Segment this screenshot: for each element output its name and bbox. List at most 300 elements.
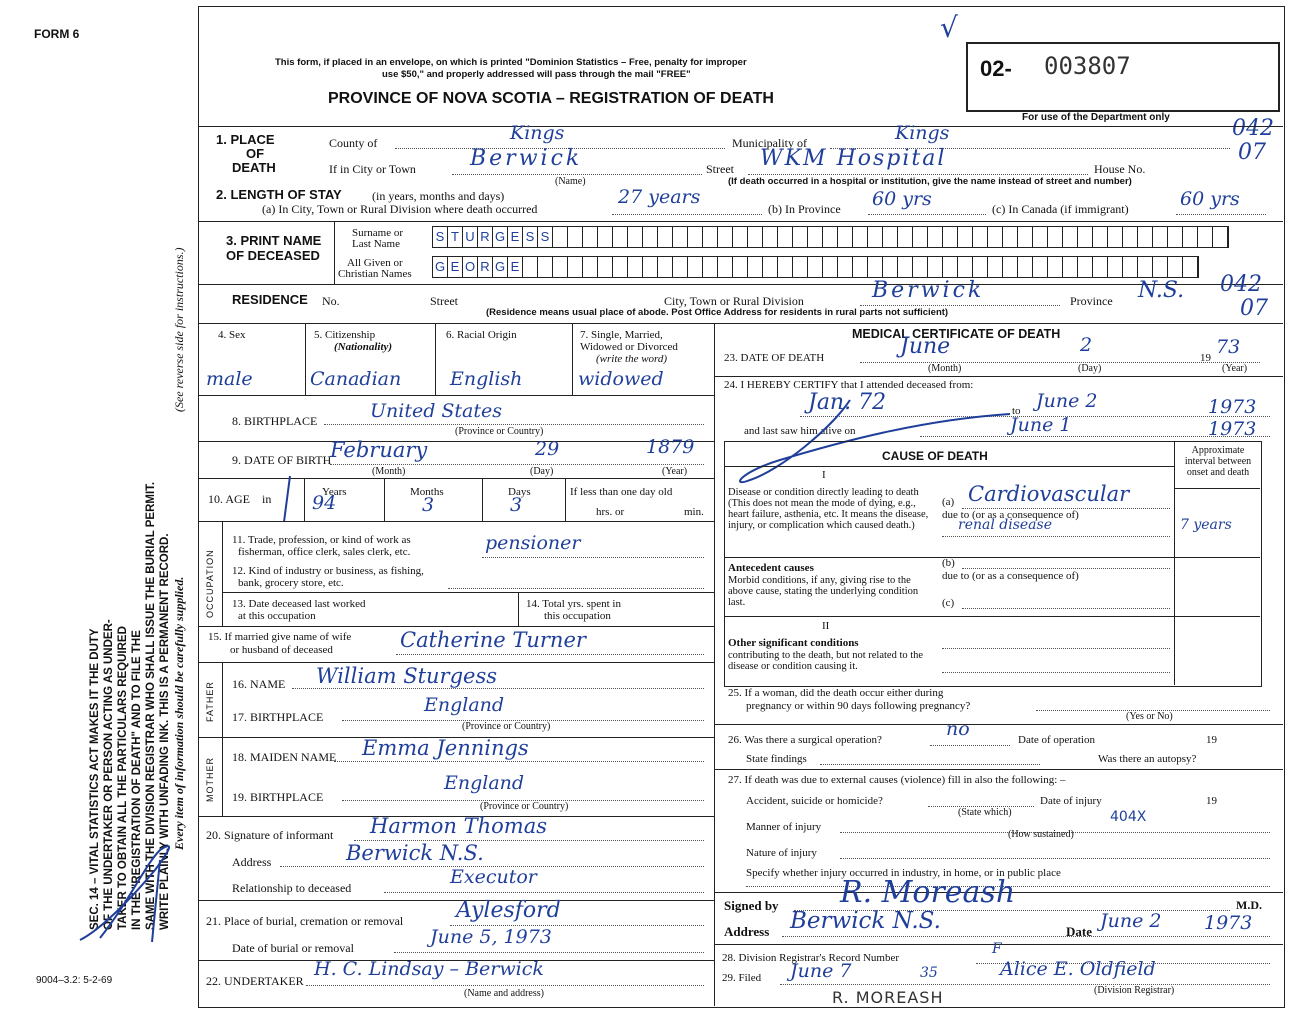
surname-letter-cell xyxy=(1003,227,1018,247)
surname-letter-cell xyxy=(1183,227,1198,247)
surname-letter-cell xyxy=(943,227,958,247)
surname-letter-cell xyxy=(1018,227,1033,247)
given-letter-cell xyxy=(1093,257,1108,277)
surname-letter-cell xyxy=(1198,227,1213,247)
surname-letter-cell xyxy=(913,227,928,247)
dept-code: 07 xyxy=(1238,140,1266,165)
total-years-label: this occupation xyxy=(544,610,611,622)
stay-units: (in years, months and days) xyxy=(372,189,505,203)
given-letter-cell xyxy=(958,257,973,277)
residence-label: RESIDENCE xyxy=(232,292,308,307)
dod-month-sub: (Month) xyxy=(928,363,962,374)
racial-label: 6. Racial Origin xyxy=(446,329,517,341)
surname-letter-cell xyxy=(643,227,658,247)
last-worked-label: at this occupation xyxy=(238,610,316,622)
surname-letter-cell: S xyxy=(523,227,538,247)
injury-year-prefix: 19 xyxy=(1206,795,1217,807)
birthplace-value: United States xyxy=(370,400,503,422)
given-letter-cell xyxy=(913,257,928,277)
stay-c-value: 60 yrs xyxy=(1180,188,1240,210)
given-letter-cell xyxy=(988,257,1003,277)
physician-address: Berwick N.S. xyxy=(790,908,941,934)
findings-label: State findings xyxy=(746,753,807,765)
burial-place: Aylesford xyxy=(456,898,561,923)
surname-letter-cell xyxy=(928,227,943,247)
physician-address-label: Address xyxy=(724,924,770,939)
month-sub: (Month) xyxy=(372,466,406,477)
residence-street-label: Street xyxy=(430,294,458,308)
interval-a: 7 years xyxy=(1180,517,1232,533)
hospital-note: (If death occurred in a hospital or institution, give the name instead of street and number) xyxy=(728,176,1132,187)
accident-label: Accident, suicide or homicide? xyxy=(746,795,883,807)
age-days: 3 xyxy=(510,494,523,516)
age-months: 3 xyxy=(422,494,435,516)
stay-b-label: (b) In Province xyxy=(768,202,841,216)
given-letter-cell xyxy=(1033,257,1048,277)
signed-label: Signed by xyxy=(724,898,779,913)
given-letter-cell xyxy=(1003,257,1018,277)
birthplace-label: 8. BIRTHPLACE xyxy=(232,414,318,428)
given-letter-cell: G xyxy=(433,257,448,277)
dod-day: 2 xyxy=(1080,334,1093,356)
operation-date-label: Date of operation xyxy=(1018,734,1095,746)
surname-letter-cell xyxy=(673,227,688,247)
months-label: Months xyxy=(410,486,444,498)
surname-letter-cell xyxy=(748,227,763,247)
registration-number: 003807 xyxy=(1044,52,1131,80)
sidebar-text: SEC. 14 – VITAL STATISTICS ACT MAKES IT THE DUTY xyxy=(89,628,101,930)
surname-letter-cell: T xyxy=(448,227,463,247)
surname-letter-cell xyxy=(838,227,853,247)
dod-month: June xyxy=(900,334,951,359)
surname-letter-cell xyxy=(718,227,733,247)
filed-number: 35 xyxy=(920,965,938,981)
surgical-label: 26. Was there a surgical operation? xyxy=(728,734,882,746)
dod-day-sub: (Day) xyxy=(1078,363,1102,374)
given-letter-cell xyxy=(808,257,823,277)
deceased-label: OF DECEASED xyxy=(226,248,320,263)
attend-to-year: 1973 xyxy=(1208,396,1257,418)
surname-letter-cell xyxy=(553,227,568,247)
physician-date: June 2 xyxy=(1100,910,1162,932)
given-letter-cell xyxy=(748,257,763,277)
due-to-2: due to (or as a consequence of) xyxy=(942,570,1079,582)
given-name-cells xyxy=(432,256,1199,278)
given-letter-cell xyxy=(883,257,898,277)
other-label: contributing to the death, but not related to the disease or condition causing it. xyxy=(728,650,924,673)
surname-letter-cell xyxy=(868,227,883,247)
sidebar-text: WRITE PLAINLY WITH UNFADING INK. THIS IS A PERMANENT RECORD. xyxy=(159,533,171,930)
birthplace-sub: (Province or Country) xyxy=(455,426,544,437)
citizenship-value: Canadian xyxy=(310,368,402,390)
hrs-label: hrs. or xyxy=(596,506,625,518)
woman-label: 25. If a woman, did the death occur either during xyxy=(728,687,944,699)
undertaker-sub: (Name and address) xyxy=(464,988,544,999)
given-letter-cell xyxy=(943,257,958,277)
father-birthplace-sub: (Province or Country) xyxy=(462,721,551,732)
dept-code: 042 xyxy=(1232,116,1274,141)
burial-label: 21. Place of burial, cremation or removal xyxy=(206,914,404,928)
registration-prefix: 02- xyxy=(980,56,1012,81)
medical-title: MEDICAL CERTIFICATE OF DEATH xyxy=(852,327,1061,341)
instruction-text: (See reverse side for instructions.) xyxy=(172,247,186,412)
given-letter-cell: E xyxy=(448,257,463,277)
age-in: in xyxy=(262,492,272,506)
street-value: WKM Hospital xyxy=(760,146,947,171)
cause-a-label: (a) xyxy=(942,496,955,508)
surname-letter-cell xyxy=(793,227,808,247)
marital-value: widowed xyxy=(578,368,664,390)
given-letter-cell xyxy=(658,257,673,277)
given-letter-cell xyxy=(583,257,598,277)
check-mark: √ xyxy=(940,11,958,44)
surname-letter-cell xyxy=(1063,227,1078,247)
manner-label: Manner of injury xyxy=(746,821,822,833)
last-seen-year: 1973 xyxy=(1208,418,1257,440)
name-caption: (Name) xyxy=(555,176,586,187)
sidebar-text: SAME WITH THE DIVISION REGISTRAR WHO SHALL ISSUE THE BURIAL PERMIT. xyxy=(145,481,157,930)
given-label: All Given or xyxy=(347,257,403,269)
surname-letter-cell xyxy=(628,227,643,247)
surname-letter-cell xyxy=(778,227,793,247)
cause-title: CAUSE OF DEATH xyxy=(882,449,988,463)
sidebar-text: OF THE UNDERTAKER OR PERSON ACTING AS UNDER- xyxy=(103,619,115,930)
given-letter-cell xyxy=(793,257,808,277)
sex-value: male xyxy=(206,368,253,390)
printed-physician-name: R. MOREASH xyxy=(832,988,944,1007)
city-label: If in City or Town xyxy=(329,162,416,176)
md-label: M.D. xyxy=(1236,898,1262,912)
attend-label: 24. I HEREBY CERTIFY that I attended deceased from: xyxy=(724,379,974,391)
dod-year-prefix: 19 xyxy=(1200,352,1211,364)
dob-label: 9. DATE OF BIRTH xyxy=(232,453,332,467)
racial-value: English xyxy=(450,368,523,390)
given-letter-cell xyxy=(718,257,733,277)
pen-mark xyxy=(272,474,302,526)
pen-scribble xyxy=(60,820,210,960)
given-letter-cell xyxy=(568,257,583,277)
street-label: Street xyxy=(706,162,734,176)
autopsy-label: Was there an autopsy? xyxy=(1098,753,1197,765)
place-label: 1. PLACE xyxy=(216,132,275,147)
spouse-label: 15. If married give name of wife xyxy=(208,631,352,643)
given-letter-cell xyxy=(1183,257,1198,277)
surname-letter-cell: U xyxy=(463,227,478,247)
record-mark: F xyxy=(992,941,1002,957)
surname-letter-cell xyxy=(1093,227,1108,247)
given-letter-cell xyxy=(733,257,748,277)
woman-label: pregnancy or within 90 days following pregnancy? xyxy=(746,700,971,712)
place-label: OF xyxy=(246,146,265,161)
father-birthplace: England xyxy=(424,694,505,716)
cause-code: 404X xyxy=(1110,809,1147,825)
informant-address: Berwick N.S. xyxy=(346,841,484,865)
physician-date-year: 1973 xyxy=(1204,912,1253,934)
dept-code: 042 xyxy=(1220,272,1262,297)
given-letter-cell xyxy=(823,257,838,277)
total-years-label: 14. Total yrs. spent in xyxy=(526,598,621,610)
surname-letter-cell xyxy=(703,227,718,247)
house-label: House No. xyxy=(1094,162,1146,176)
marital-label: 7. Single, Married, xyxy=(580,329,663,341)
relationship-label: Relationship to deceased xyxy=(232,881,352,895)
surname-letter-cell xyxy=(973,227,988,247)
surname-letter-cell xyxy=(1138,227,1153,247)
surname-letter-cell xyxy=(808,227,823,247)
interval-label: Approximate interval between onset and death xyxy=(1184,445,1252,478)
dept-code: 07 xyxy=(1240,296,1268,321)
citizenship-label: 5. Citizenship xyxy=(314,329,376,341)
place-label: DEATH xyxy=(232,160,276,175)
days-label: Days xyxy=(508,486,531,498)
external-label: 27. If death was due to external causes (violence) fill in also the following: – xyxy=(728,774,1066,786)
dod-label: 23. DATE OF DEATH xyxy=(724,352,825,364)
given-letter-cell xyxy=(703,257,718,277)
father-name-label: 16. NAME xyxy=(232,677,286,691)
form-code: 9004–3.2: 5-2-69 xyxy=(36,975,113,986)
surname-letter-cell xyxy=(598,227,613,247)
registrar-signature: Alice E. Oldfield xyxy=(1000,958,1156,980)
undertaker-value: H. C. Lindsay – Berwick xyxy=(314,958,544,980)
how-sustained-sub: (How sustained) xyxy=(1008,829,1074,840)
given-letter-cell xyxy=(838,257,853,277)
surname-letter-cell xyxy=(988,227,1003,247)
sex-label: 4. Sex xyxy=(218,329,246,341)
surname-letter-cell: G xyxy=(493,227,508,247)
surname-letter-cell xyxy=(1213,227,1228,247)
nature-label: Nature of injury xyxy=(746,847,817,859)
other-title: Other significant conditions xyxy=(728,637,859,649)
undertaker-label: 22. UNDERTAKER xyxy=(206,974,304,988)
form-number: FORM 6 xyxy=(34,27,80,41)
deceased-label: 3. PRINT NAME xyxy=(226,233,322,248)
last-seen-label: and last saw him alive on xyxy=(744,425,856,437)
surname-letter-cell xyxy=(898,227,913,247)
years-label: Years xyxy=(322,486,347,498)
given-letter-cell xyxy=(1018,257,1033,277)
trade-label: fisherman, office clerk, sales clerk, etc. xyxy=(238,546,411,558)
given-letter-cell xyxy=(763,257,778,277)
last-worked-label: 13. Date deceased last worked xyxy=(232,598,366,610)
given-letter-cell xyxy=(1138,257,1153,277)
department-use: For use of the Department only xyxy=(1022,112,1170,123)
given-letter-cell xyxy=(1063,257,1078,277)
surname-letter-cell xyxy=(1108,227,1123,247)
surname-label: Surname or xyxy=(352,227,404,239)
yes-no-sub: (Yes or No) xyxy=(1126,711,1173,722)
given-label: Christian Names xyxy=(338,268,412,280)
surname-label: Last Name xyxy=(352,238,400,250)
antecedent-label: Morbid conditions, if any, giving rise to the above cause, stating the underlying condition last. xyxy=(728,575,919,609)
surname-letter-cell xyxy=(688,227,703,247)
father-birthplace-label: 17. BIRTHPLACE xyxy=(232,710,324,724)
relationship-value: Executor xyxy=(450,866,537,888)
given-letter-cell xyxy=(553,257,568,277)
father-name: William Sturgess xyxy=(316,664,498,688)
given-letter-cell xyxy=(643,257,658,277)
given-letter-cell: R xyxy=(478,257,493,277)
surname-letter-cell xyxy=(733,227,748,247)
county-label: County of xyxy=(329,136,378,150)
given-letter-cell xyxy=(538,257,553,277)
surname-letter-cell xyxy=(658,227,673,247)
residence-province-label: Province xyxy=(1070,294,1113,308)
given-letter-cell xyxy=(523,257,538,277)
county-value: Kings xyxy=(510,122,565,144)
surname-letter-cell xyxy=(853,227,868,247)
industry-label: 12. Kind of industry or business, as fishing, xyxy=(232,565,424,577)
form-title: PROVINCE OF NOVA SCOTIA – REGISTRATION OF DEATH xyxy=(328,90,774,107)
attend-to-label: to xyxy=(1012,405,1021,417)
city-value: Berwick xyxy=(470,146,583,171)
informant-address-label: Address xyxy=(232,855,272,869)
given-letter-cell xyxy=(853,257,868,277)
informant-signature: Harmon Thomas xyxy=(370,814,548,838)
registrar-sub: (Division Registrar) xyxy=(1094,985,1175,996)
dod-year: 73 xyxy=(1216,336,1241,358)
father-side-label: FATHER xyxy=(205,681,215,722)
given-letter-cell: E xyxy=(508,257,523,277)
dob-day: 29 xyxy=(535,438,560,460)
injury-date-label: Date of injury xyxy=(1040,795,1102,807)
physician-date-label: Date xyxy=(1066,924,1092,939)
day-sub: (Day) xyxy=(530,466,554,477)
postal-notice: This form, if placed in an envelope, on which is printed "Dominion Statistics – Free, penalty for improper xyxy=(275,57,747,68)
op-year-prefix: 19 xyxy=(1206,734,1217,746)
instruction-text: Every item of information should be carefully supplied. xyxy=(172,576,186,850)
surname-letter-cell xyxy=(883,227,898,247)
given-letter-cell xyxy=(1048,257,1063,277)
part-two: II xyxy=(822,620,830,632)
given-letter-cell xyxy=(1168,257,1183,277)
surname-letter-cell: E xyxy=(508,227,523,247)
postal-notice-2: use $50," and properly addressed will pass through the mail "FREE" xyxy=(382,69,691,80)
surname-letter-cell xyxy=(1153,227,1168,247)
municipality-label: Municipality of xyxy=(732,136,807,150)
surname-letter-cell: R xyxy=(478,227,493,247)
filed-label: 29. Filed xyxy=(722,972,762,984)
cause-a2: renal disease xyxy=(958,517,1052,533)
residence-no-label: No. xyxy=(322,294,340,308)
residence-city-label: City, Town or Rural Division xyxy=(664,294,804,308)
marital-sub: (write the word) xyxy=(596,353,668,365)
min-label: min. xyxy=(684,506,704,518)
mother-maiden: Emma Jennings xyxy=(362,736,529,760)
disease-label: Disease or condition directly leading to death (This does not mean the mode of dying, e.g., heart failure, asthenia, etc. It means the disease, injury, or complication which caused death.) xyxy=(728,487,929,532)
dob-month: February xyxy=(330,438,428,462)
burial-date: June 5, 1973 xyxy=(430,926,552,948)
mother-birthplace-sub: (Province or Country) xyxy=(480,801,569,812)
surname-letter-cell xyxy=(1033,227,1048,247)
surname-letter-cell xyxy=(1078,227,1093,247)
state-which-sub: (State which) xyxy=(958,807,1012,818)
spouse-value: Catherine Turner xyxy=(400,628,586,652)
marital-label: Widowed or Divorced xyxy=(580,341,678,353)
mother-maiden-label: 18. MAIDEN NAME xyxy=(232,750,337,764)
given-letter-cell xyxy=(613,257,628,277)
given-letter-cell xyxy=(898,257,913,277)
surname-letter-cell xyxy=(763,227,778,247)
mother-birthplace-label: 19. BIRTHPLACE xyxy=(232,790,324,804)
industry-label: bank, grocery store, etc. xyxy=(238,577,344,589)
stay-a-label: (a) In City, Town or Rural Division where death occurred xyxy=(262,202,538,216)
cause-c-label: (c) xyxy=(942,597,955,609)
surname-letter-cell: S xyxy=(538,227,553,247)
surname-letter-cell xyxy=(613,227,628,247)
due-to-1: due to (or as a consequence of) xyxy=(942,509,1079,521)
sidebar-text: IN THE "REGISTRATION OF DEATH" AND TO FILE THE xyxy=(131,630,143,930)
surname-letter-cell xyxy=(1168,227,1183,247)
informant-label: 20. Signature of informant xyxy=(206,828,334,842)
given-letter-cell xyxy=(868,257,883,277)
surname-letter-cell xyxy=(583,227,598,247)
given-letter-cell: O xyxy=(463,257,478,277)
surgical-value: no xyxy=(946,718,970,740)
occupation-side-label: OCCUPATION xyxy=(205,549,215,618)
given-letter-cell xyxy=(778,257,793,277)
record-label: 28. Division Registrar's Record Number xyxy=(722,952,900,964)
surname-letter-cell xyxy=(823,227,838,247)
residence-city: Berwick xyxy=(872,278,985,303)
cause-b-label: (b) xyxy=(942,557,955,569)
stay-a-value: 27 years xyxy=(618,186,701,208)
given-letter-cell xyxy=(928,257,943,277)
surname-letter-cell: S xyxy=(433,227,448,247)
given-letter-cell xyxy=(973,257,988,277)
given-letter-cell xyxy=(688,257,703,277)
given-letter-cell xyxy=(673,257,688,277)
antecedent-title: Antecedent causes xyxy=(728,562,814,574)
given-letter-cell: G xyxy=(493,257,508,277)
age-years: 94 xyxy=(312,492,337,514)
attend-to: June 2 xyxy=(1036,390,1098,412)
dod-year-sub: (Year) xyxy=(1222,363,1248,374)
given-letter-cell xyxy=(1078,257,1093,277)
mother-side-label: MOTHER xyxy=(205,757,215,802)
trade-value: pensioner xyxy=(485,532,581,554)
filed-date: June 7 xyxy=(790,960,852,982)
stay-c-label: (c) In Canada (if immigrant) xyxy=(992,202,1129,216)
age-label: 10. AGE xyxy=(208,492,250,506)
physician-signature: R. Moreash xyxy=(840,875,1016,910)
surname-letter-cell xyxy=(1123,227,1138,247)
part-one: I xyxy=(822,469,826,481)
sidebar-text: TAKER TO OBTAIN ALL THE PARTICULARS REQUIRED xyxy=(117,626,129,930)
given-letter-cell xyxy=(1153,257,1168,277)
surname-letter-cell xyxy=(1048,227,1063,247)
attend-from: Jan. 72 xyxy=(808,390,887,415)
mother-birthplace: England xyxy=(444,772,525,794)
surname-letter-cell xyxy=(958,227,973,247)
year-sub: (Year) xyxy=(662,466,688,477)
given-letter-cell xyxy=(628,257,643,277)
surname-letter-cell xyxy=(568,227,583,247)
residence-province: N.S. xyxy=(1138,278,1185,303)
less-day-label: If less than one day old xyxy=(570,486,673,498)
stay-b-value: 60 yrs xyxy=(872,188,932,210)
burial-date-label: Date of burial or removal xyxy=(232,941,354,955)
last-seen: June 1 xyxy=(1010,414,1072,436)
stay-label: 2. LENGTH OF STAY xyxy=(216,187,342,202)
spouse-label: or husband of deceased xyxy=(230,644,333,656)
citizenship-sub: (Nationality) xyxy=(334,341,393,353)
dob-year: 1879 xyxy=(646,436,695,458)
trade-label: 11. Trade, profession, or kind of work as xyxy=(232,534,411,546)
surname-cells xyxy=(432,226,1229,248)
residence-note: (Residence means usual place of abode. Post Office Address for residents in rural parts not sufficient) xyxy=(486,307,949,318)
municipality-value: Kings xyxy=(895,122,950,144)
cause-a: Cardiovascular xyxy=(968,482,1130,506)
